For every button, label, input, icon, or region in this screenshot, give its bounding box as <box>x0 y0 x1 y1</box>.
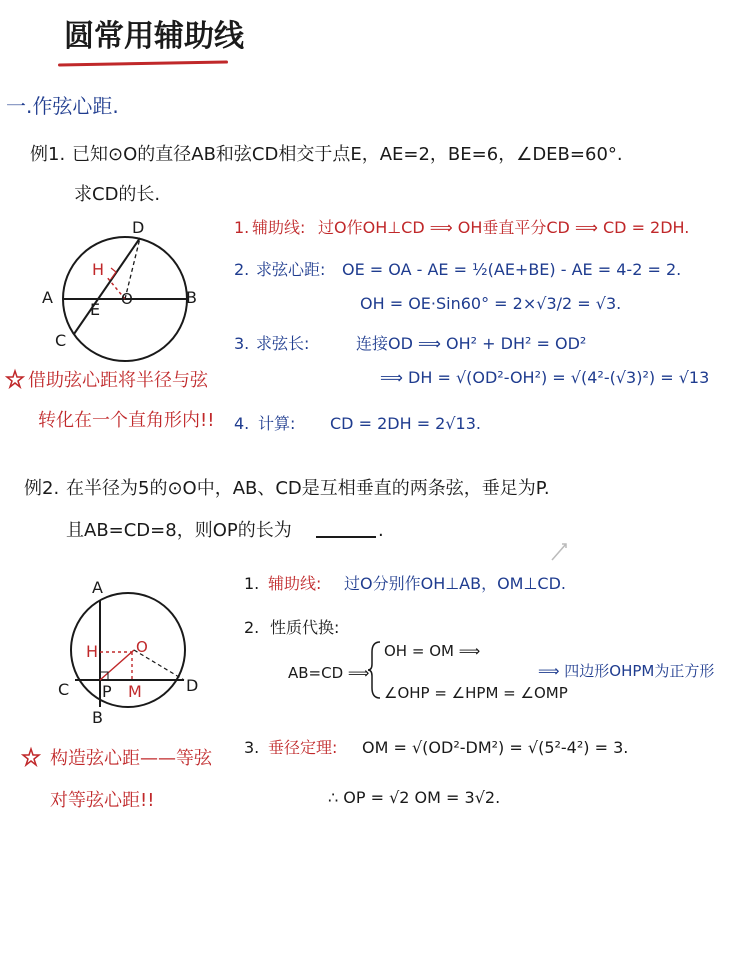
ex2-step1-num: 1. <box>244 574 260 593</box>
fig1-label-a: A <box>42 288 53 307</box>
fig2-label-p: P <box>102 682 112 701</box>
fig1-label-d: D <box>132 218 145 237</box>
ex2-brace-left: AB=CD ⟹ <box>288 664 370 682</box>
ex2-brace-result: ⟹ 四边形OHPM为正方形 <box>538 662 715 680</box>
fig2-label-b: B <box>92 708 103 727</box>
ex2-step1-body: 过O分别作OH⊥AB，OM⊥CD. <box>344 574 566 593</box>
ex1-step3-num: 3. <box>234 334 250 353</box>
ex2-brace-bottom: ∠OHP = ∠HPM = ∠OMP <box>384 684 568 702</box>
ex2-step2-head: 性质代换: <box>270 618 340 637</box>
curly-brace <box>368 640 382 700</box>
ex1-step4-num: 4. <box>234 414 250 433</box>
fig1-label-h: H <box>92 260 105 279</box>
ex1-step1-body: 过O作OH⊥CD ⟹ OH垂直平分CD ⟹ CD = 2DH. <box>318 218 690 237</box>
ex2-step2-num: 2. <box>244 618 260 637</box>
ex2-step3-line2: ∴ OP = √2 OM = 3√2. <box>328 788 501 807</box>
example1-question-line1: 已知⊙O的直径AB和弦CD相交于点E，AE=2，BE=6，∠DEB=60°. <box>72 144 623 165</box>
tip2-star-icon <box>22 748 40 766</box>
example2-question-end: . <box>378 520 384 541</box>
ex1-step3-body: 连接OD ⟹ OH² + DH² = OD² <box>356 334 587 353</box>
ex1-step2-num: 2. <box>234 260 250 279</box>
example2-question-line1: 在半径为5的⊙O中，AB、CD是互相垂直的两条弦，垂足为P. <box>66 478 550 499</box>
ex1-tip-line2: 转化在一个直角形内!! <box>38 410 215 431</box>
example2-label: 例2. <box>24 478 60 499</box>
example1-question-line2: 求CD的长. <box>74 184 161 205</box>
fig2-label-h: H <box>86 642 99 661</box>
fig2-label-c: C <box>58 680 70 699</box>
fig1-label-c: C <box>55 331 67 350</box>
example1-label: 例1. <box>30 144 66 165</box>
ex2-tip-line1: 构造弦心距——等弦 <box>50 748 212 769</box>
section-heading: 一.作弦心距. <box>6 94 119 118</box>
ex1-step2-head: 求弦心距: <box>256 260 326 279</box>
ex1-tip-line1: 借助弦心距将半径与弦 <box>28 370 208 391</box>
ex1-step3-head: 求弦长: <box>256 334 310 353</box>
ex1-step2-body: OE = OA - AE = ½(AE+BE) - AE = 4-2 = 2. <box>342 260 682 279</box>
fig1-label-e: E <box>90 300 101 319</box>
fig2-label-o: O <box>136 638 148 656</box>
ex1-step2-line2: OH = OE·Sin60° = 2×√3/2 = √3. <box>360 294 622 313</box>
ex1-step1-num: 1. <box>234 218 250 237</box>
ex2-step3-body: OM = √(OD²-DM²) = √(5²-4²) = 3. <box>362 738 629 757</box>
ex1-step1-head: 辅助线: <box>252 218 306 237</box>
ex2-step1-head: 辅助线: <box>268 574 322 593</box>
fig1-label-b: B <box>186 288 197 307</box>
example2-question-line2: 且AB=CD=8，则OP的长为 <box>66 520 292 541</box>
ex1-step4-body: CD = 2DH = 2√13. <box>330 414 481 433</box>
ex1-step4-head: 计算: <box>258 414 296 433</box>
ex2-step3-num: 3. <box>244 738 260 757</box>
fig2-label-m: M <box>128 682 142 701</box>
fig2-label-d: D <box>186 676 199 695</box>
ex2-brace-top: OH = OM ⟹ <box>384 642 481 660</box>
ex1-step3-line2: ⟹ DH = √(OD²-OH²) = √(4²-(√3)²) = √13 <box>380 368 710 387</box>
page-title: 圆常用辅助线 <box>64 19 244 54</box>
ex2-step3-head: 垂径定理: <box>268 738 338 757</box>
fig1-label-o: O <box>121 290 133 308</box>
segment-op <box>100 650 134 680</box>
ex2-tip-line2: 对等弦心距!! <box>50 790 155 811</box>
fig2-label-a: A <box>92 578 103 597</box>
